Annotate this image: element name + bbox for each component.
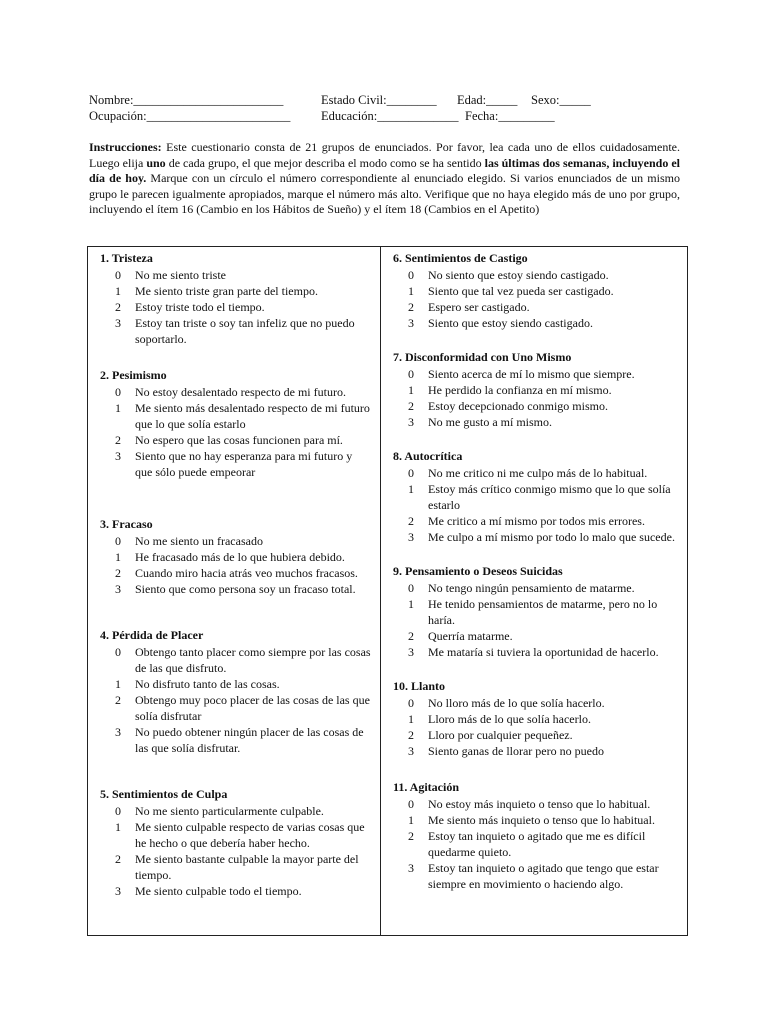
option-0[interactable] — [115, 267, 372, 283]
instructions — [89, 140, 680, 218]
option-number[interactable]: 1 — [408, 597, 414, 611]
instructions-text-1: Este cuestionario consta de 21 grupos de enunciados. Por favor, lea cada uno de ellos cuidadosamente. Luego elija — [89, 140, 680, 170]
option-number[interactable]: 3 — [408, 415, 414, 429]
group-title: 6. Sentimientos de Castigo — [393, 251, 528, 265]
option-text: Siento acerca de mí lo mismo que siempre. — [428, 367, 635, 381]
option-text: No estoy más inquieto o tenso que lo habitual. — [428, 797, 651, 811]
option-text: Obtengo muy poco placer de las cosas de las que solía disfrutar — [135, 693, 370, 723]
option-number[interactable]: 0 — [408, 367, 414, 381]
option-number[interactable]: 1 — [115, 550, 121, 564]
option-text: Estoy tan triste o soy tan infeliz que no puedo soportarlo. — [135, 316, 355, 346]
option-3[interactable] — [408, 414, 686, 430]
option-1[interactable] — [115, 283, 372, 299]
option-2[interactable] — [115, 299, 372, 315]
option-number[interactable]: 0 — [115, 645, 121, 659]
group-llanto — [393, 678, 686, 759]
option-number[interactable]: 2 — [408, 629, 414, 643]
option-number[interactable]: 2 — [115, 693, 121, 707]
group-agitacion — [393, 779, 686, 892]
option-number[interactable]: 2 — [115, 566, 121, 580]
option-text: He tenido pensamientos de matarme, pero no lo haría. — [428, 597, 658, 627]
option-3[interactable] — [408, 644, 686, 660]
option-number[interactable]: 0 — [115, 385, 121, 399]
option-2[interactable] — [408, 513, 686, 529]
option-text: Me critico a mí mismo por todos mis errores. — [428, 514, 645, 528]
option-text: Espero ser castigado. — [428, 300, 530, 314]
group-title: 11. Agitación — [393, 780, 460, 794]
option-text: Siento ganas de llorar pero no puedo — [428, 744, 604, 758]
option-2[interactable] — [115, 692, 372, 724]
option-text: Me mataría si tuviera la oportunidad de hacerlo. — [428, 645, 659, 659]
option-number[interactable]: 0 — [408, 466, 414, 480]
option-1[interactable] — [408, 382, 686, 398]
option-text: No puedo obtener ningún placer de las cosas de las que solía disfrutar. — [135, 725, 364, 755]
group-autocritica — [393, 448, 686, 545]
group-pesimismo — [100, 367, 372, 480]
option-text: No me siento particularmente culpable. — [135, 804, 324, 818]
option-number[interactable]: 1 — [115, 284, 121, 298]
option-text: No me siento triste — [135, 268, 226, 282]
option-number[interactable]: 3 — [408, 861, 414, 875]
group-title: 2. Pesimismo — [100, 368, 167, 382]
group-sentimientos-de-castigo — [393, 250, 686, 331]
nombre-field[interactable]: Nombre:________________________ — [89, 93, 284, 107]
option-3[interactable] — [115, 581, 372, 597]
option-number[interactable]: 1 — [408, 813, 414, 827]
option-3[interactable] — [115, 315, 372, 347]
option-text: No me critico ni me culpo más de lo habitual. — [428, 466, 648, 480]
option-number[interactable]: 3 — [115, 725, 121, 739]
option-3[interactable] — [408, 743, 686, 759]
option-0[interactable] — [408, 695, 686, 711]
option-text: No me gusto a mí mismo. — [428, 415, 552, 429]
option-3[interactable] — [408, 315, 686, 331]
option-number[interactable]: 3 — [408, 744, 414, 758]
option-1[interactable] — [408, 481, 686, 513]
option-number[interactable]: 1 — [115, 677, 121, 691]
option-number[interactable]: 0 — [408, 268, 414, 282]
instructions-bold-2: las últimas dos semanas, incluyendo el día de hoy. — [89, 155, 680, 186]
option-number[interactable]: 3 — [408, 530, 414, 544]
option-text: Cuando miro hacia atrás veo muchos fracasos. — [135, 566, 358, 580]
option-number[interactable]: 2 — [408, 300, 414, 314]
option-number[interactable]: 1 — [115, 820, 121, 834]
option-number[interactable]: 0 — [115, 268, 121, 282]
option-0[interactable] — [115, 644, 372, 676]
option-number[interactable]: 3 — [115, 316, 121, 330]
option-3[interactable] — [115, 883, 372, 899]
option-1[interactable] — [115, 400, 372, 432]
option-text: Siento que como persona soy un fracaso total. — [135, 582, 356, 596]
option-text: Estoy tan inquieto o agitado que tengo que estar siempre en movimiento o haciendo algo. — [428, 861, 659, 891]
group-title: 4. Pérdida de Placer — [100, 628, 204, 642]
option-text: Estoy triste todo el tiempo. — [135, 300, 265, 314]
option-text: Estoy tan inquieto o agitado que me es difícil quedarme quieto. — [428, 829, 646, 859]
option-2[interactable] — [115, 432, 372, 448]
option-number[interactable]: 2 — [115, 852, 121, 866]
option-number[interactable]: 2 — [115, 433, 121, 447]
column-divider — [380, 246, 381, 936]
option-text: Obtengo tanto placer como siempre por las cosas de las que disfruto. — [135, 645, 371, 675]
group-title: 8. Autocrítica — [393, 449, 463, 463]
option-1[interactable] — [115, 676, 372, 692]
option-text: Siento que estoy siendo castigado. — [428, 316, 593, 330]
option-text: Siento que no hay esperanza para mi futuro y que sólo puede empeorar — [135, 449, 353, 479]
instructions-text-3: Marque con un círculo el número correspondiente al enunciado elegido. Si varios enunciados de un mismo grupo le parecen igualmente apropiados, marque el número más alto. Verifique que no haya elegido más de uno por grupo, incluyendo el ítem 16 (Cambio en los Hábitos de Sueño) y el ítem 18 (Cambios en el Apetito) — [89, 171, 680, 217]
option-text: No disfruto tanto de las cosas. — [135, 677, 280, 691]
group-sentimientos-de-culpa — [100, 786, 372, 899]
option-text: He perdido la confianza en mí mismo. — [428, 383, 612, 397]
option-0[interactable] — [408, 366, 686, 382]
option-text: Estoy más crítico conmigo mismo que lo que solía estarlo — [428, 482, 671, 512]
option-number[interactable]: 3 — [115, 582, 121, 596]
option-number[interactable]: 2 — [408, 514, 414, 528]
option-1[interactable] — [115, 549, 372, 565]
option-number[interactable]: 2 — [408, 728, 414, 742]
header-row-1 — [89, 92, 689, 108]
option-2[interactable] — [115, 565, 372, 581]
option-text: No tengo ningún pensamiento de matarme. — [428, 581, 635, 595]
option-number[interactable]: 2 — [115, 300, 121, 314]
respondent-header — [89, 92, 689, 124]
option-3[interactable] — [408, 860, 686, 892]
option-text: No me siento un fracasado — [135, 534, 263, 548]
right-column — [393, 250, 686, 892]
option-1[interactable] — [408, 711, 686, 727]
instructions-bold-1: uno — [146, 155, 166, 170]
group-title: 3. Fracaso — [100, 517, 153, 531]
ocupacion-field[interactable]: Ocupación:_______________________ — [89, 109, 291, 123]
option-text: Me siento culpable todo el tiempo. — [135, 884, 302, 898]
option-text: Me siento más inquieto o tenso que lo habitual. — [428, 813, 655, 827]
instructions-text-2: de cada grupo, el que mejor describa el modo como se ha sentido — [165, 155, 485, 170]
option-text: Siento que tal vez pueda ser castigado. — [428, 284, 614, 298]
option-0[interactable] — [408, 465, 686, 481]
option-number[interactable]: 1 — [408, 482, 414, 496]
group-tristeza — [100, 250, 372, 347]
option-1[interactable] — [408, 812, 686, 828]
left-column — [100, 250, 372, 899]
option-2[interactable] — [408, 628, 686, 644]
option-text: No espero que las cosas funcionen para mí. — [135, 433, 343, 447]
option-2[interactable] — [115, 851, 372, 883]
header-row-2 — [89, 108, 689, 124]
option-number[interactable]: 1 — [408, 284, 414, 298]
group-title: 5. Sentimientos de Culpa — [100, 787, 228, 801]
group-fracaso — [100, 516, 372, 597]
option-1[interactable] — [408, 596, 686, 628]
edad-field[interactable]: Edad:_____ — [457, 93, 518, 107]
sexo-field[interactable]: Sexo:_____ — [531, 93, 591, 107]
group-perdida-de-placer — [100, 627, 372, 756]
option-text: No estoy desalentado respecto de mi futuro. — [135, 385, 346, 399]
option-0[interactable] — [115, 803, 372, 819]
option-0[interactable] — [115, 384, 372, 400]
fecha-field[interactable]: Fecha:_________ — [465, 109, 555, 123]
option-number[interactable]: 3 — [115, 884, 121, 898]
option-number[interactable]: 1 — [408, 383, 414, 397]
group-title: 1. Tristeza — [100, 251, 153, 265]
group-title: 10. Llanto — [393, 679, 446, 693]
option-number[interactable]: 0 — [408, 797, 414, 811]
estado-civil-field[interactable]: Estado Civil:________ — [321, 93, 437, 107]
option-1[interactable] — [408, 283, 686, 299]
option-number[interactable]: 0 — [408, 696, 414, 710]
option-3[interactable] — [115, 448, 372, 480]
option-number[interactable]: 3 — [408, 316, 414, 330]
option-0[interactable] — [115, 533, 372, 549]
option-text: Me siento más desalentado respecto de mi futuro que lo que solía estarlo — [135, 401, 370, 431]
group-title: 9. Pensamiento o Deseos Suicidas — [393, 564, 563, 578]
option-2[interactable] — [408, 299, 686, 315]
option-text: Me siento bastante culpable la mayor parte del tiempo. — [135, 852, 359, 882]
option-2[interactable] — [408, 398, 686, 414]
option-0[interactable] — [408, 267, 686, 283]
group-title: 7. Disconformidad con Uno Mismo — [393, 350, 572, 364]
option-text: Lloro por cualquier pequeñez. — [428, 728, 573, 742]
option-3[interactable] — [115, 724, 372, 756]
instructions-label: Instrucciones: — [89, 140, 162, 154]
option-text: Estoy decepcionado conmigo mismo. — [428, 399, 608, 413]
option-text: No siento que estoy siendo castigado. — [428, 268, 609, 282]
group-disconformidad — [393, 349, 686, 430]
option-number[interactable]: 2 — [408, 829, 414, 843]
option-number[interactable]: 1 — [115, 401, 121, 415]
option-text: Lloro más de lo que solía hacerlo. — [428, 712, 591, 726]
option-number[interactable]: 0 — [115, 534, 121, 548]
option-text: Querría matarme. — [428, 629, 513, 643]
option-number[interactable]: 0 — [115, 804, 121, 818]
option-number[interactable]: 0 — [408, 581, 414, 595]
option-number[interactable]: 2 — [408, 399, 414, 413]
option-number[interactable]: 3 — [408, 645, 414, 659]
option-text: Me siento culpable respecto de varias cosas que he hecho o que debería haber hecho. — [135, 820, 365, 850]
option-text: Me siento triste gran parte del tiempo. — [135, 284, 318, 298]
option-0[interactable] — [408, 796, 686, 812]
option-text: He fracasado más de lo que hubiera debido. — [135, 550, 345, 564]
option-text: Me culpo a mí mismo por todo lo malo que sucede. — [428, 530, 675, 544]
option-0[interactable] — [408, 580, 686, 596]
option-text: No lloro más de lo que solía hacerlo. — [428, 696, 605, 710]
group-pensamiento-suicida — [393, 563, 686, 660]
option-3[interactable] — [408, 529, 686, 545]
option-1[interactable] — [115, 819, 372, 851]
option-2[interactable] — [408, 727, 686, 743]
option-number[interactable]: 3 — [115, 449, 121, 463]
educacion-field[interactable]: Educación:_____________ — [321, 109, 459, 123]
option-number[interactable]: 1 — [408, 712, 414, 726]
option-2[interactable] — [408, 828, 686, 860]
